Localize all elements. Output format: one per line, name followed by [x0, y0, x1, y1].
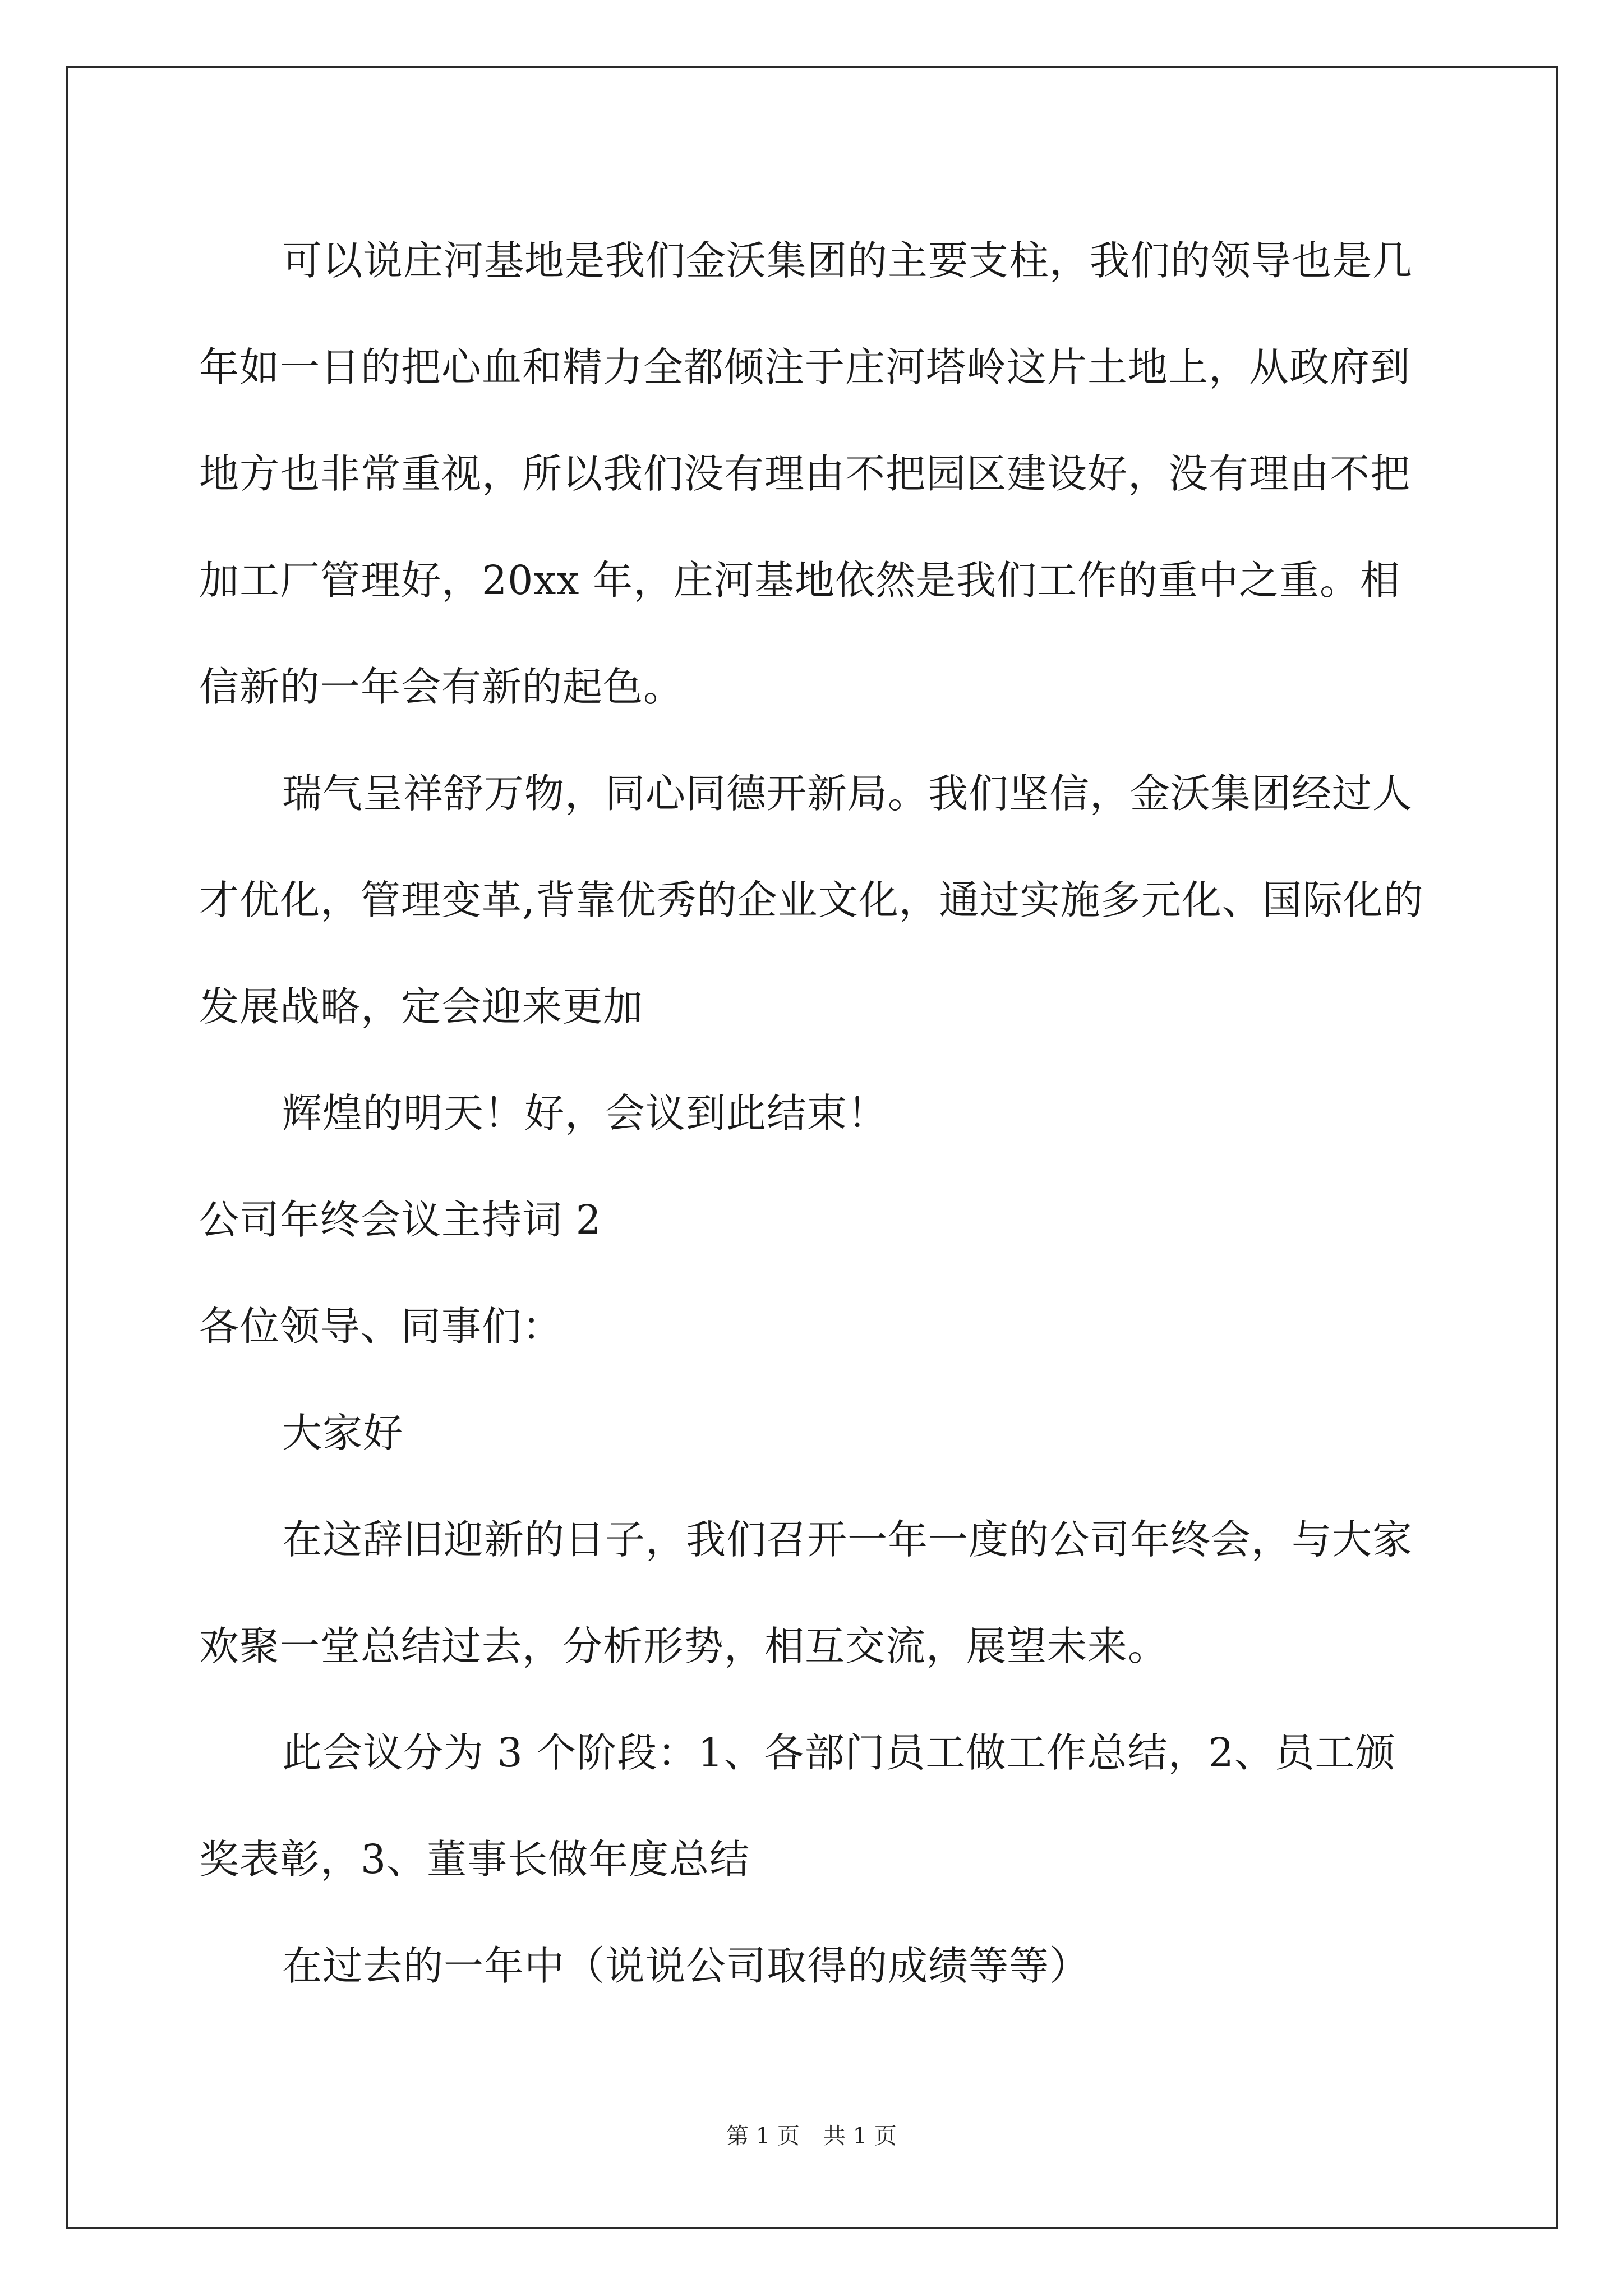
paragraph-zhuanghe-base: 可以说庄河基地是我们金沃集团的主要支柱，我们的领导也是几年如一日的把心血和精力全都倾注于庄河塔岭这片土地上，从政府到地方也非常重视，所以我们没有理由不把园区建设好，没有理由不把加工厂管理好，20xx 年，庄河基地依然是我们工作的重中之重。相信新的一年会有新的起色。	[199, 237, 1413, 710]
paragraph-meeting-close: 辉煌的明天！好，会议到此结束！	[282, 1090, 888, 1137]
paragraph-agenda: 此会议分为 3 个阶段：1、各部门员工做工作总结，2、员工颁奖表彰，3、董事长做年度总结	[199, 1729, 1396, 1883]
paragraph-opening: 在这辞旧迎新的日子，我们召开一年一度的公司年终会，与大家欢聚一堂总结过去，分析形势，相互交流，展望未来。	[199, 1516, 1413, 1669]
document-body	[199, 208, 1427, 2019]
page-footer	[0, 2119, 1623, 2153]
salutation: 各位领导、同事们：	[199, 1303, 563, 1350]
greeting: 大家好	[282, 1410, 404, 1456]
section-heading: 公司年终会议主持词 2	[199, 1197, 602, 1243]
page-total: 共 1 页	[823, 2123, 897, 2149]
paragraph-new-outlook: 瑞气呈祥舒万物，同心同德开新局。我们坚信，金沃集团经过人才优化，管理变革,背靠优秀的企业文化，通过实施多元化、国际化的发展战略，定会迎来更加	[199, 770, 1424, 1030]
page-number: 第 1 页	[726, 2123, 800, 2149]
paragraph-past-year: 在过去的一年中（说说公司取得的成绩等等）	[282, 1943, 1090, 1989]
